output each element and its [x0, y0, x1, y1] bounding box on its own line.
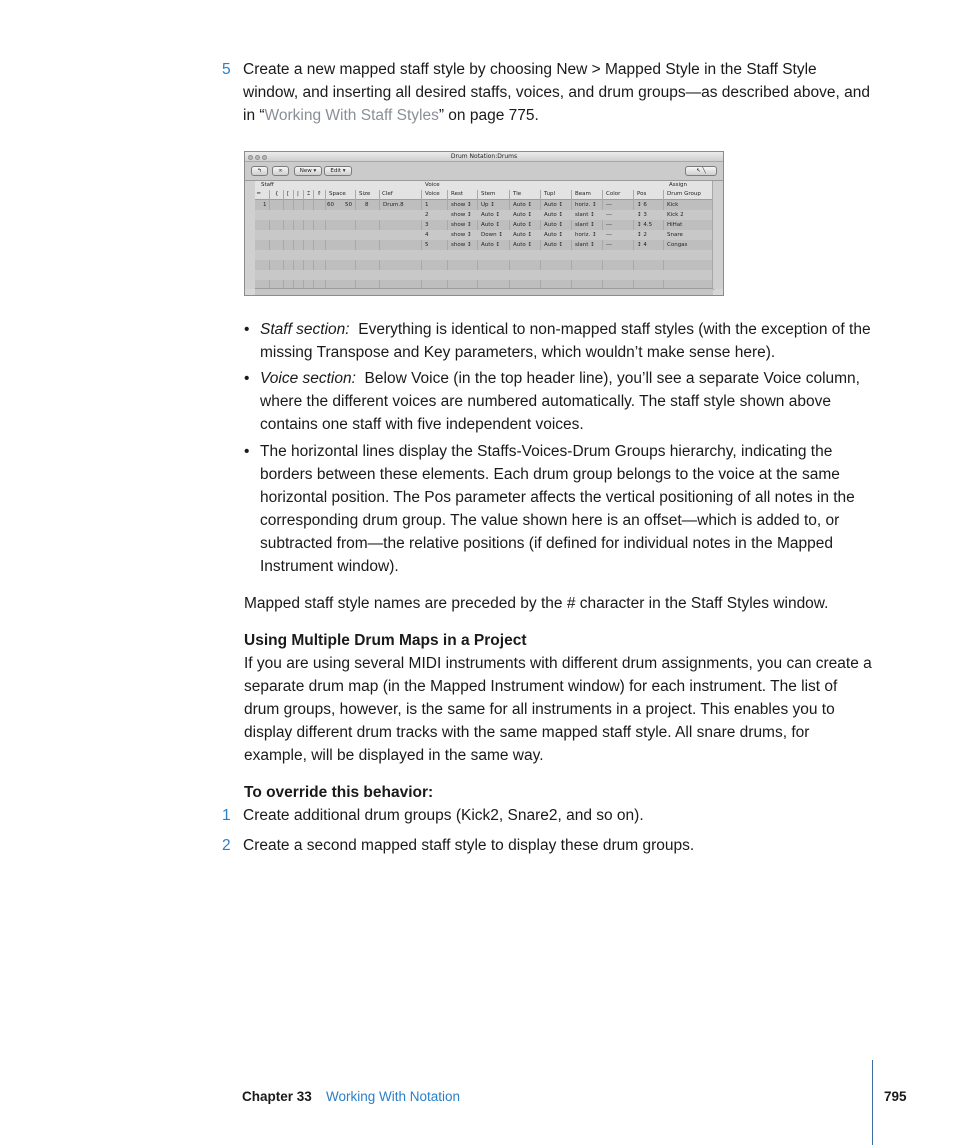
staff-group-header: Staff [261, 182, 274, 188]
voice-cell-tie[interactable]: Auto ↕ [513, 212, 533, 218]
step-text-part: Create a new mapped staff style by choosing New > Mapped Style in the Staff Style window, and inserting all desired staffs, voices, and drum groups—as described above, and in “ [243, 61, 870, 124]
voice-cell-color[interactable]: --- [606, 202, 612, 208]
edit-label: Edit [330, 168, 342, 174]
voice-cell-tupl[interactable]: Auto ↕ [544, 212, 564, 218]
voice-cell-rest[interactable]: show ↕ [451, 242, 472, 248]
staff-cell-space-a[interactable]: 60 [327, 202, 334, 208]
table-row[interactable] [255, 250, 715, 260]
voice-cell-voice[interactable]: 3 [425, 222, 429, 228]
tool-menu-button[interactable]: ↖ ╲ [685, 166, 717, 176]
voice-cell-stem[interactable]: Auto ↕ [481, 242, 501, 248]
bullet-label: Voice section: [260, 370, 356, 387]
voice-cell-beam[interactable]: slant ↕ [575, 212, 595, 218]
voice-cell-group[interactable]: Kick 2 [667, 212, 684, 218]
voice-cell-stem[interactable]: Auto ↕ [481, 222, 501, 228]
col-header-rest: Rest [451, 191, 463, 197]
voice-cell-voice[interactable]: 5 [425, 242, 429, 248]
voice-cell-tupl[interactable]: Auto ↕ [544, 242, 564, 248]
paragraph-drum-maps: If you are using several MIDI instruments with different drum assignments, you can create a separate drum map (in the Mapped Instrument window) for each instrument. The list of drum groups, however, is the same for all instruments in a project. This enables you to display different drum tracks with the same mapped staff style. All snare drums, for example, will be displayed in the same way. [244, 655, 872, 764]
bullet-text [260, 318, 874, 364]
voice-cell-stem[interactable]: Up ↕ [481, 202, 495, 208]
voice-cell-voice[interactable]: 4 [425, 232, 429, 238]
bullet-dot: • [244, 443, 250, 460]
footer-rule [872, 1060, 873, 1145]
voice-cell-stem[interactable]: Auto ↕ [481, 212, 501, 218]
minimize-dot-icon [255, 155, 260, 160]
edit-menu-button[interactable]: Edit ▾ [324, 166, 352, 176]
voice-cell-tie[interactable]: Auto ↕ [513, 202, 533, 208]
col-header-drum-group: Drum Group [667, 191, 701, 197]
window-titlebar [245, 152, 723, 162]
table-row[interactable] [255, 210, 715, 220]
table-row[interactable] [255, 240, 715, 250]
voice-cell-tie[interactable]: Auto ↕ [513, 222, 533, 228]
step-2 [222, 834, 872, 857]
step-number: 1 [222, 807, 231, 824]
col-header-tie: Tie [513, 191, 522, 197]
staff-cell-num[interactable]: 1 [263, 202, 267, 208]
bullet-staff-section [244, 318, 874, 364]
voice-cell-voice[interactable]: 1 [425, 202, 429, 208]
step-text: Create additional drum groups (Kick2, Snare2, and so on). [243, 807, 644, 824]
table-row[interactable] [255, 220, 715, 230]
window-title: Drum Notation:Drums [450, 153, 518, 160]
staff-style-window-figure [244, 151, 724, 296]
voice-cell-rest[interactable]: show ↕ [451, 212, 472, 218]
voice-cell-group[interactable]: Snare [667, 232, 683, 238]
table-column-header [255, 190, 715, 200]
voice-cell-color[interactable]: --- [606, 212, 612, 218]
up-arrow-icon: ⇑ [317, 191, 322, 197]
bracket-icon: [ [287, 191, 290, 197]
voice-cell-beam[interactable]: slant ↕ [575, 222, 595, 228]
paragraph-mapped-names: Mapped staff style names are preceded by the # character in the Staff Styles window. [244, 595, 829, 612]
table-row[interactable] [255, 270, 715, 280]
voice-cell-beam[interactable]: horiz. ↕ [575, 202, 597, 208]
step-number: 2 [222, 837, 231, 854]
table-row[interactable] [255, 230, 715, 240]
barline-icon: | [297, 191, 299, 197]
bullet-dot: • [244, 370, 250, 387]
voice-cell-pos[interactable]: ↕ 3 [637, 212, 647, 218]
voice-cell-tie[interactable]: Auto ↕ [513, 232, 533, 238]
link-button[interactable]: ↰ [251, 166, 268, 176]
voice-cell-color[interactable]: --- [606, 232, 612, 238]
chain-button[interactable]: ∞ [272, 166, 289, 176]
col-header-tupl: Tupl [544, 191, 556, 197]
voice-cell-tie[interactable]: Auto ↕ [513, 242, 533, 248]
step-5 [222, 58, 872, 128]
page-number: 795 [884, 1089, 907, 1104]
new-label: New [299, 168, 312, 174]
table-row[interactable] [255, 200, 715, 210]
bullet-body: Everything is identical to non-mapped staff styles (with the exception of the missing Transpose and Key parameters, which wouldn’t make sense here). [260, 321, 871, 361]
span-icon: ⌶ [307, 191, 311, 197]
zoom-dot-icon [262, 155, 267, 160]
table-row[interactable] [255, 260, 715, 270]
staff-style-table [255, 181, 715, 290]
voice-cell-color[interactable]: --- [606, 242, 612, 248]
step-text: Create a second mapped staff style to display these drum groups. [243, 837, 695, 854]
col-header-color: Color [606, 191, 621, 197]
col-header-space: Space [329, 191, 346, 197]
voice-cell-pos[interactable]: ↕ 4.5 [637, 222, 653, 228]
staff-cell-size[interactable]: 8 [365, 202, 369, 208]
voice-cell-group[interactable]: HiHat [667, 222, 683, 228]
section-heading: Using Multiple Drum Maps in a Project [244, 632, 527, 649]
voice-cell-color[interactable]: --- [606, 222, 612, 228]
staff-icon: ═ [257, 191, 261, 197]
staff-cell-space-b[interactable]: 50 [345, 202, 352, 208]
step-text [243, 58, 872, 127]
voice-cell-pos[interactable]: ↕ 2 [637, 232, 647, 238]
bullet-body: Below Voice (in the top header line), you’ll see a separate Voice column, where the different voices are numbered automatically. The staff style shown above contains one staff with five independent voices. [260, 370, 860, 433]
voice-cell-rest[interactable]: show ↕ [451, 232, 472, 238]
bullet-dot: • [244, 321, 250, 338]
col-header-voice: Voice [425, 191, 440, 197]
assign-group-header: Assign [669, 182, 687, 188]
voice-cell-group[interactable]: Congas [667, 242, 688, 248]
col-header-size: Size [359, 191, 371, 197]
voice-cell-pos[interactable]: ↕ 6 [637, 202, 647, 208]
footer-chapter: Chapter 33 [242, 1089, 312, 1104]
staff-cell-clef[interactable]: Drum.8 [383, 202, 404, 208]
voice-cell-rest[interactable]: show ↕ [451, 202, 472, 208]
col-header-pos: Pos [637, 191, 647, 197]
brace-icon: { [275, 191, 279, 197]
table-group-header [255, 181, 715, 190]
new-menu-button[interactable]: New ▾ [294, 166, 322, 176]
bullet-voice-section [244, 367, 874, 437]
voice-cell-beam[interactable]: horiz. ↕ [575, 232, 597, 238]
voice-cell-stem[interactable]: Down ↕ [481, 232, 503, 238]
voice-cell-beam[interactable]: slant ↕ [575, 242, 595, 248]
bullet-body: The horizontal lines display the Staffs-Voices-Drum Groups hierarchy, indicating the borders between these elements. Each drum group belongs to the voice at the same horizontal position. The Pos parameter affects the vertical positioning of all notes in the corresponding drum group. The value shown here is an offset—which is added to, or subtracted from—the relative positions (if defined for individual notes in the Mapped Instrument window). [260, 443, 855, 575]
step-text-part: ” on page 775. [438, 107, 539, 124]
voice-cell-voice[interactable]: 2 [425, 212, 429, 218]
close-dot-icon [248, 155, 253, 160]
voice-group-header: Voice [425, 182, 440, 188]
horizontal-scrollbar[interactable] [255, 288, 713, 295]
bullet-label: Staff section: [260, 321, 350, 338]
vertical-scrollbar[interactable] [712, 181, 723, 289]
col-header-beam: Beam [575, 191, 591, 197]
voice-cell-tupl[interactable]: Auto ↕ [544, 222, 564, 228]
bullet-text [260, 367, 874, 436]
bullet-horizontal-lines [244, 440, 874, 580]
col-header-stem: Stem [481, 191, 496, 197]
voice-cell-group[interactable]: Kick [667, 202, 679, 208]
voice-cell-pos[interactable]: ↕ 4 [637, 242, 647, 248]
voice-cell-rest[interactable]: show ↕ [451, 222, 472, 228]
procedure-heading: To override this behavior: [244, 784, 434, 801]
voice-cell-tupl[interactable]: Auto ↕ [544, 202, 564, 208]
footer-chapter-title[interactable]: Working With Notation [326, 1089, 461, 1104]
step-1 [222, 804, 872, 827]
step-number: 5 [222, 61, 231, 78]
col-header-clef: Clef [382, 191, 393, 197]
window-toolbar [245, 162, 723, 181]
cross-reference-link[interactable]: Working With Staff Styles [264, 107, 439, 124]
voice-cell-tupl[interactable]: Auto ↕ [544, 232, 564, 238]
